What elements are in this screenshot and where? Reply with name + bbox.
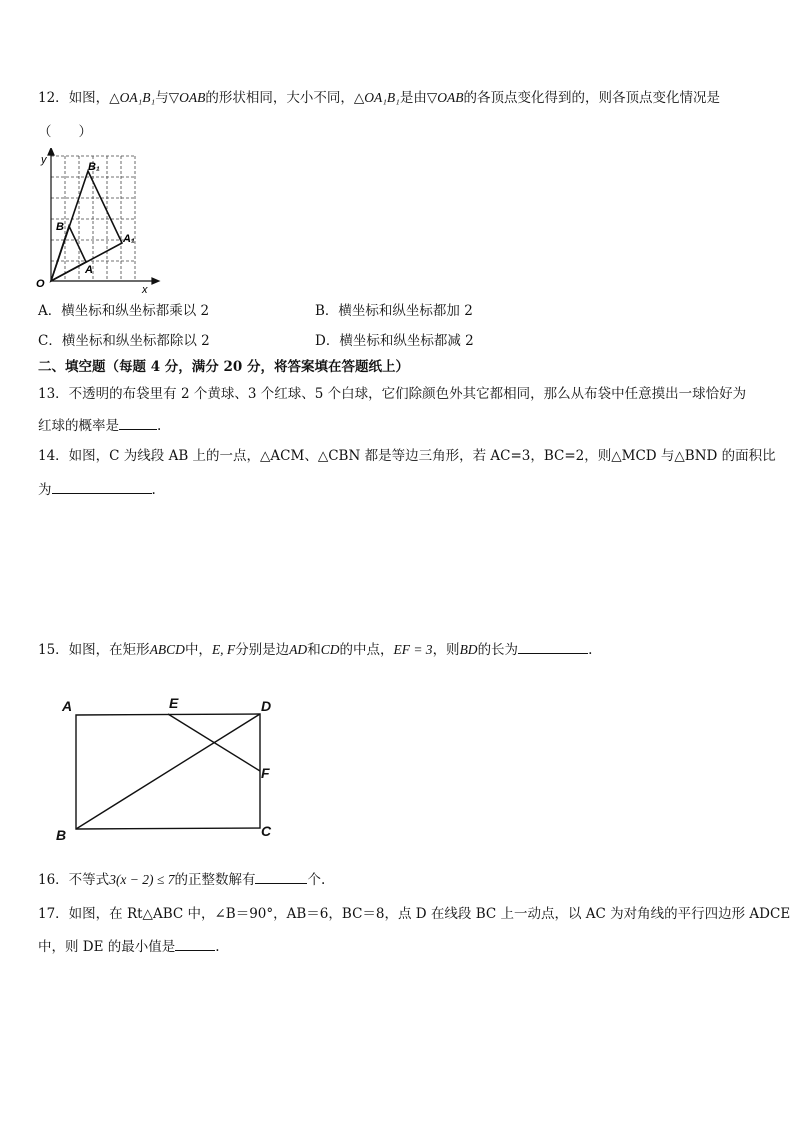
q13-line2: 红球的概率是 . bbox=[38, 415, 161, 435]
q13-line1: 13．不透明的布袋里有 2 个黄球、3 个红球、5 个白球，它们除颜色外其它都相同，那么从布袋中任意摸出一球恰好为 bbox=[38, 386, 747, 402]
q17-line1: 17．如图，在 Rt△ABC 中，∠B＝90°，AB＝6，BC＝8，点 D 在线段 BC 上一动点，以 AC 为对角线的平行四边形 ADCE bbox=[38, 906, 791, 922]
point-f-label: F bbox=[261, 765, 270, 781]
answer-blank bbox=[255, 869, 307, 884]
answer-blank bbox=[119, 415, 157, 430]
point-b-label: B bbox=[56, 221, 64, 233]
q12-number: 12． bbox=[38, 90, 69, 106]
q15-line: 15．如图，在矩形ABCD中，E, F分别是边AD和CD的中点，EF = 3，则BD的长为 . bbox=[38, 639, 592, 659]
inequality: 3(x − 2) ≤ 7 bbox=[109, 872, 175, 887]
axis-y-label: y bbox=[41, 154, 47, 166]
triangle-oa1b1: △OA₁B₁ bbox=[109, 90, 156, 105]
triangle-oa1b1: △OA₁B₁ bbox=[353, 90, 400, 105]
point-e-label: E bbox=[169, 695, 179, 711]
q17-line2: 中，则 DE 的最小值是 . bbox=[38, 936, 220, 956]
q12-coordinate-figure bbox=[30, 148, 170, 294]
q12-paren: （ ） bbox=[38, 124, 92, 140]
point-b1-label: B₁ bbox=[88, 161, 100, 173]
point-o-label: O bbox=[36, 278, 45, 290]
point-a-label: A bbox=[85, 264, 93, 276]
point-a1-label: A₁ bbox=[123, 233, 135, 245]
grid bbox=[51, 156, 135, 281]
q12-line1: 12．如图，△OA₁B₁与▽OAB的形状相同，大小不同，△OA₁B₁是由▽OAB的各顶点变化得到的，则各顶点变化情况是 bbox=[38, 90, 720, 106]
q15-rectangle-figure bbox=[52, 692, 288, 844]
point-a-label: A bbox=[62, 698, 73, 714]
point-b-label: B bbox=[56, 827, 67, 843]
point-d-label: D bbox=[261, 698, 272, 714]
answer-blank bbox=[175, 936, 215, 951]
diagonal-bd bbox=[76, 714, 260, 829]
q16-line: 16．不等式3(x − 2) ≤ 7的正整数解有 个. bbox=[38, 869, 325, 889]
triangle-oab: ▽OAB bbox=[168, 90, 206, 105]
q14-line1: 14．如图，C 为线段 AB 上的一点，△ACM、△CBN 都是等边三角形，若 AC=3，BC=2，则△MCD 与△BND 的面积比 bbox=[38, 448, 776, 464]
answer-blank bbox=[52, 479, 152, 494]
option-c: C．横坐标和纵坐标都除以 2 bbox=[38, 333, 210, 349]
q14-line2: 为 . bbox=[38, 479, 156, 499]
axis-x-label: x bbox=[142, 284, 148, 294]
section-heading: 二、填空题（每题 4 分，满分 20 分，将答案填在答题纸上） bbox=[38, 359, 409, 375]
point-c-label: C bbox=[261, 823, 272, 839]
answer-blank bbox=[518, 639, 588, 654]
option-d: D．横坐标和纵坐标都减 2 bbox=[315, 333, 474, 349]
triangle-oab: ▽OAB bbox=[426, 90, 464, 105]
option-b: B．横坐标和纵坐标都加 2 bbox=[315, 303, 473, 319]
option-a: A．横坐标和纵坐标都乘以 2 bbox=[38, 303, 210, 319]
